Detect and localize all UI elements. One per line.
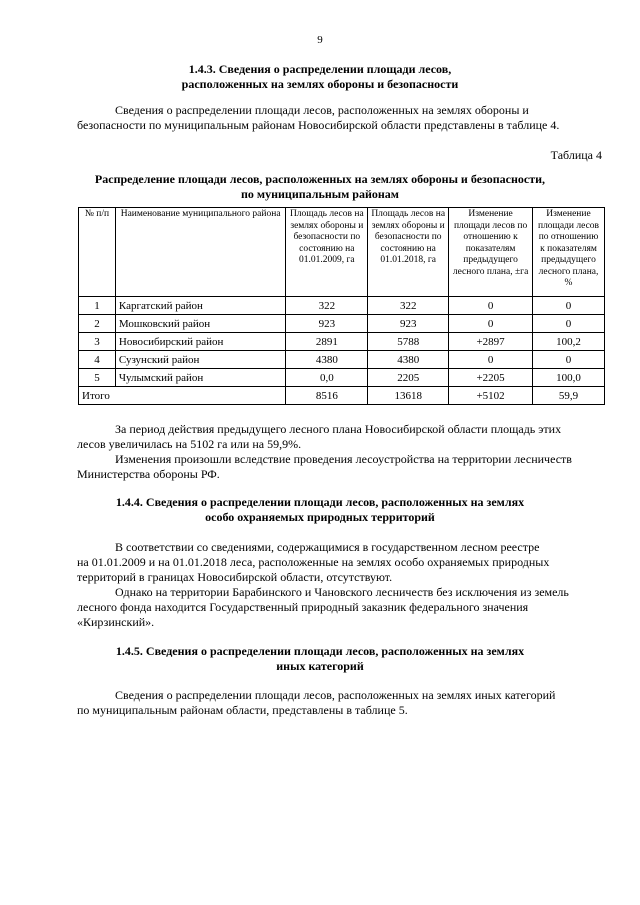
paragraph-line: «Кирзинский». — [77, 615, 155, 629]
total-label: Итого — [79, 387, 286, 405]
table-cell: 4380 — [368, 351, 449, 369]
table-cell: 923 — [368, 315, 449, 333]
paragraph-1-4-5 — [77, 688, 604, 718]
heading-line: 1.4.3. Сведения о распределении площади лесов, — [188, 62, 452, 76]
table-cell: 0 — [449, 351, 533, 369]
heading-line: 1.4.4. Сведения о распределении площади лесов, расположенных на землях — [115, 495, 525, 509]
table-cell: Сузунский район — [115, 351, 286, 369]
table-cell: 1 — [79, 297, 116, 315]
table-cell: 2205 — [368, 369, 449, 387]
paragraph-line: по муниципальным районам области, представлены в таблице 5. — [77, 703, 408, 717]
table-cell: 322 — [368, 297, 449, 315]
table-cell: 0 — [533, 315, 605, 333]
paragraph-1-4-4-a — [77, 540, 604, 630]
table-cell: Каргатский район — [115, 297, 286, 315]
table-cell: 0 — [449, 297, 533, 315]
table-caption: Таблица 4 — [550, 148, 602, 162]
paragraph-line: на 01.01.2009 и на 01.01.2018 леса, расположенные на землях особо охраняемых природных — [77, 555, 550, 569]
table-title-line: Распределение площади лесов, расположенных на землях обороны и безопасности, — [94, 172, 546, 186]
table-cell: 100,0 — [533, 369, 605, 387]
table-cell: 100,2 — [533, 333, 605, 351]
header-cell: Наименование муниципального района — [115, 208, 286, 297]
header-cell: № п/п — [79, 208, 116, 297]
page-number: 9 — [317, 34, 323, 46]
table-cell: 3 — [79, 333, 116, 351]
paragraph-line: безопасности по муниципальным районам Новосибирской области представлены в таблице 4. — [77, 118, 560, 132]
table-row — [79, 351, 605, 369]
table-cell: +5102 — [449, 387, 533, 405]
heading-line: расположенных на землях обороны и безопасности — [181, 77, 459, 91]
table-cell: 4 — [79, 351, 116, 369]
table-cell: 13618 — [368, 387, 449, 405]
table-cell: Чулымский район — [115, 369, 286, 387]
paragraph-line: Сведения о распределении площади лесов, расположенных на землях иных категорий — [115, 688, 556, 702]
heading-line: иных категорий — [276, 659, 364, 673]
paragraph-line: лесного фонда находится Государственный природный заказник федерального значения — [77, 600, 529, 614]
table-cell: 0,0 — [286, 369, 368, 387]
table-cell: 5 — [79, 369, 116, 387]
section-heading-1-4-4 — [60, 495, 580, 525]
header-cell: Площадь лесов на землях обороны и безопасности по состоянию на 01.01.2018, га — [368, 208, 449, 297]
forest-area-table — [78, 207, 605, 405]
table-cell: 8516 — [286, 387, 368, 405]
header-cell: Площадь лесов на землях обороны и безопасности по состоянию на 01.01.2009, га — [286, 208, 368, 297]
table-title-line: по муниципальным районам — [241, 187, 399, 201]
paragraph-line: В соответствии со сведениями, содержащимися в государственном лесном реестре — [115, 540, 540, 554]
table-cell: +2897 — [449, 333, 533, 351]
table-cell: 59,9 — [533, 387, 605, 405]
paragraph-after-table — [77, 422, 604, 482]
section-heading-1-4-3 — [60, 62, 580, 92]
table-cell: 2 — [79, 315, 116, 333]
table-cell: 0 — [533, 297, 605, 315]
paragraph-line: Изменения произошли вследствие проведения лесоустройства на территории лесничеств — [115, 452, 572, 466]
table-cell: 5788 — [368, 333, 449, 351]
paragraph-line: территорий в границах Новосибирской области, отсутствуют. — [77, 570, 393, 584]
table-row — [79, 369, 605, 387]
table-cell: +2205 — [449, 369, 533, 387]
table-cell: 923 — [286, 315, 368, 333]
paragraph-line: лесов увеличилась на 5102 га или на 59,9%. — [77, 437, 302, 451]
table-title — [55, 172, 585, 202]
heading-line: 1.4.5. Сведения о распределении площади лесов, расположенных на землях — [115, 644, 525, 658]
table-row — [79, 315, 605, 333]
table-total-row — [79, 387, 605, 405]
paragraph-line: За период действия предыдущего лесного плана Новосибирской области площадь этих — [115, 422, 562, 436]
section-heading-1-4-5 — [60, 644, 580, 674]
table-cell: 4380 — [286, 351, 368, 369]
table-cell: Новосибирский район — [115, 333, 286, 351]
table-cell: 322 — [286, 297, 368, 315]
table-cell: Мошковский район — [115, 315, 286, 333]
table-cell: 0 — [449, 315, 533, 333]
paragraph-line: Однако на территории Барабинского и Чановского лесничеств без исключения из земель — [115, 585, 569, 599]
table-cell: 2891 — [286, 333, 368, 351]
header-cell: Изменение площади лесов по отношению к показателям предыдущего лесного плана, ±га — [449, 208, 533, 297]
table-row — [79, 297, 605, 315]
paragraph-line: Министерства обороны РФ. — [77, 467, 220, 481]
table-header-row — [79, 208, 605, 297]
heading-line: особо охраняемых природных территорий — [205, 510, 435, 524]
table-cell: 0 — [533, 351, 605, 369]
header-cell: Изменение площади лесов по отношению к показателям предыдущего лесного плана, % — [533, 208, 605, 297]
paragraph-1-4-3 — [77, 103, 604, 133]
table-row — [79, 333, 605, 351]
paragraph-line: Сведения о распределении площади лесов, расположенных на землях обороны и — [115, 103, 529, 117]
